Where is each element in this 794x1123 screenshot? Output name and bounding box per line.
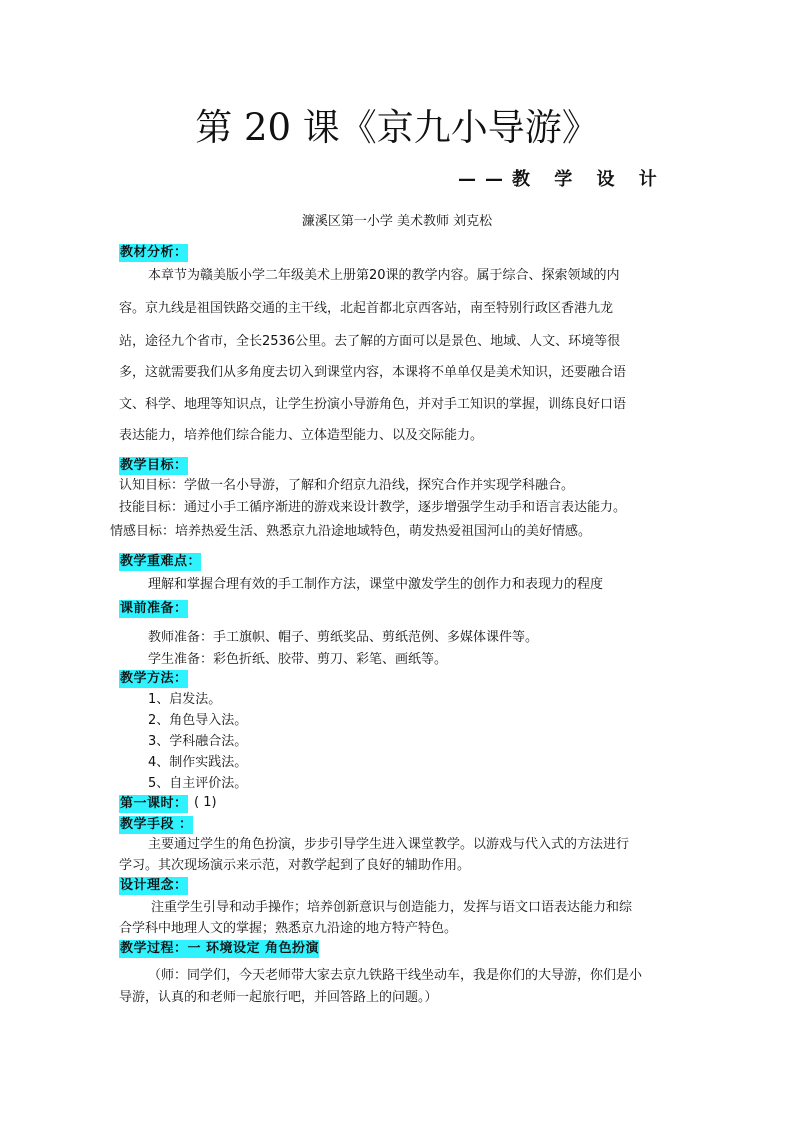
process-line-2: 导游，认真的和老师一起旅行吧，并回答路上的问题。） xyxy=(119,990,438,1005)
textbook-line-4: 多，这就需要我们从多角度去切入到课堂内容，本课将不单单仅是美术知识，还要融合语 xyxy=(119,365,627,380)
heading-teaching-methods: 教学方法： xyxy=(120,671,188,686)
goal-cognitive: 认知目标：学做一名小导游，了解和介绍京九沿线，探究合作并实现学科融合。 xyxy=(119,478,575,493)
heading-first-period: 第一课时： xyxy=(120,796,188,811)
heading-design-concept: 设计理念： xyxy=(120,878,188,893)
means-line-1: 主要通过学生的角色扮演，步步引导学生进入课堂教学。以游戏与代入式的方法进行 xyxy=(148,837,630,852)
keypoints-line-1: 理解和掌握合理有效的手工制作方法，课堂中激发学生的创作力和表现力的程度 xyxy=(148,577,604,592)
concept-line-1: 注重学生引导和动手操作；培养创新意识与创造能力，发挥与语文口语表达能力和综 xyxy=(151,900,633,915)
goal-emotion: 情感目标：培养热爱生活、熟悉京九沿途地域特色，萌发热爱祖国河山的美好情感。 xyxy=(110,524,592,539)
concept-line-2: 合学科中地理人文的掌握；熟悉京九沿途的地方特产特色。 xyxy=(119,921,458,936)
method-item-3: 3、学科融合法。 xyxy=(148,734,248,749)
method-item-5: 5、自主评价法。 xyxy=(148,776,248,791)
means-line-2: 学习。其次现场演示来示范，对教学起到了良好的辅助作用。 xyxy=(119,858,471,873)
first-period-value: ( 1) xyxy=(194,795,217,810)
heading-teaching-process: 教学过程：一 环境设定 角色扮演 xyxy=(120,941,320,956)
prep-student: 学生准备：彩色折纸、胶带、剪刀、彩笔、画纸等。 xyxy=(148,652,448,667)
method-item-2: 2、角色导入法。 xyxy=(148,713,248,728)
goal-skill: 技能目标：通过小手工循序渐进的游戏来设计教学，逐步增强学生动手和语言表达能力。 xyxy=(119,500,627,515)
textbook-line-5: 文、科学、地理等知识点，让学生扮演小导游角色，并对手工知识的掌握，训练良好口语 xyxy=(119,397,627,412)
method-item-4: 4、制作实践法。 xyxy=(148,755,248,770)
heading-key-points: 教学重难点： xyxy=(120,554,202,569)
textbook-line-3: 站，途径九个省市，全长2536公里。去了解的方面可以是景色、地域、人文、环境等很 xyxy=(119,334,621,349)
textbook-line-2: 容。京九线是祖国铁路交通的主干线，北起首都北京西客站，南至特别行政区香港九龙 xyxy=(119,301,614,316)
heading-teaching-goals: 教学目标： xyxy=(120,458,188,473)
heading-teaching-means: 教学手段 ： xyxy=(120,817,193,832)
prep-teacher: 教师准备：手工旗帜、帽子、剪纸奖品、剪纸范例、多媒体课件等。 xyxy=(148,630,539,645)
page-title: 第 20 课《京九小导游》 xyxy=(195,106,599,149)
textbook-line-6: 表达能力，培养他们综合能力、立体造型能力、以及交际能力。 xyxy=(119,428,484,443)
heading-preparation: 课前准备： xyxy=(120,601,188,616)
process-line-1: （师：同学们，今天老师带大家去京九铁路干线坐动车，我是你们的大导游，你们是小 xyxy=(148,968,643,983)
textbook-line-1: 本章节为赣美版小学二年级美术上册第20课的教学内容。属于综合、探索领域的内 xyxy=(148,268,620,283)
page-subtitle: ——教 学 设 计 xyxy=(458,169,666,190)
author-line: 濂溪区第一小学 美术教师 刘克松 xyxy=(301,214,493,229)
heading-textbook-analysis: 教材分析： xyxy=(120,245,188,260)
method-item-1: 1、启发法。 xyxy=(148,692,222,707)
